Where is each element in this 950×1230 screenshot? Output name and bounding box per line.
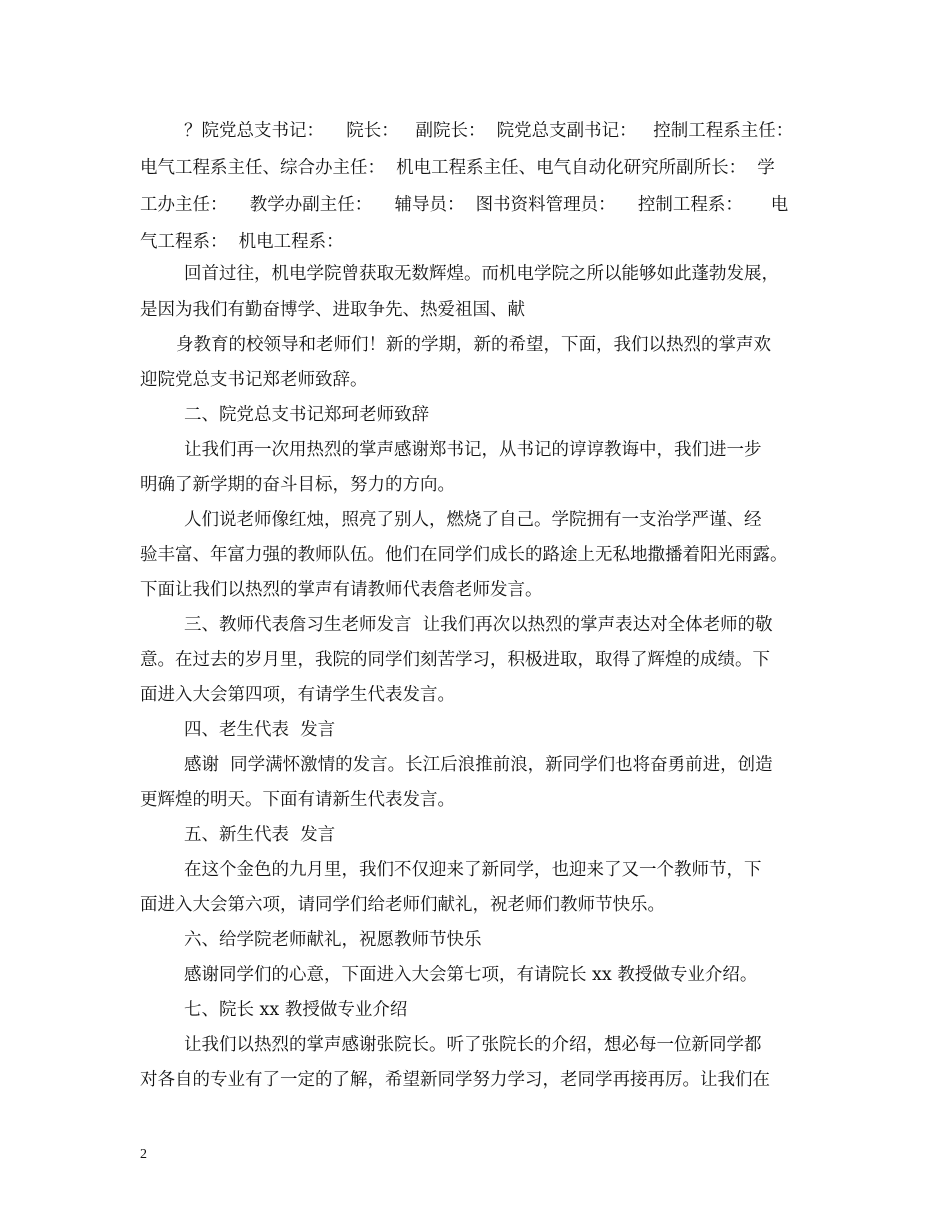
text-line: 回首过往，机电学院曾获取无数辉煌。而机电学院之所以能够如此蓬勃发展， [184,264,779,284]
page-number: 2 [140,1147,147,1162]
text-line: 人们说老师像红烛，照亮了别人，燃烧了自己。学院拥有一支治学严谨、经 [184,510,762,530]
text-line: 让我们再一次用热烈的掌声感谢郑书记，从书记的谆谆教诲中，我们进一步 [184,440,762,460]
text-line: 感谢 同学满怀激情的发言。长江后浪推前浪，新同学们也将奋勇前进，创造 [184,755,773,775]
section-heading: 七、院长 xx 教授做专业介绍 [184,1000,408,1020]
text-line: 气工程系： 机电工程系： [140,232,344,252]
section-heading: 六、给学院老师献礼，祝愿教师节快乐 [184,930,482,950]
text-line: 对各自的专业有了一定的了解，希望新同学努力学习，老同学再接再厉。让我们在 [140,1070,770,1090]
text-line: 在这个金色的九月里，我们不仅迎来了新同学，也迎来了又一个教师节，下 [184,860,762,880]
text-line: 面进入大会第六项，请同学们给老师们献礼，祝老师们教师节快乐。 [140,895,665,915]
text-line: 迎院党总支书记郑老师致辞。 [140,370,368,390]
text-line: 是因为我们有勤奋博学、进取争先、热爱祖国、献 [140,300,525,320]
text-line: 验丰富、年富力强的教师队伍。他们在同学们成长的路途上无私地撒播着阳光雨露。 [140,545,788,565]
section-heading: 五、新生代表 发言 [184,825,336,845]
text-line: 工办主任： 教学办副主任： 辅导员： 图书资料管理员： 控制工程系： 电 [140,195,789,215]
text-line: 更辉煌的明天。下面有请新生代表发言。 [140,790,455,810]
section-heading: 四、老生代表 发言 [184,720,336,740]
text-line: 让我们以热烈的掌声感谢张院长。听了张院长的介绍，想必每一位新同学都 [184,1035,762,1055]
text-line: 意。在过去的岁月里，我院的同学们刻苦学习，积极进取，取得了辉煌的成绩。下 [140,650,770,670]
section-heading: 二、院党总支书记郑珂老师致辞 [184,405,429,425]
text-line: 感谢同学们的心意，下面进入大会第七项，有请院长 xx 教授做专业介绍。 [184,965,758,985]
text-line: 面进入大会第四项，有请学生代表发言。 [140,685,455,705]
section-heading: 三、教师代表詹习生老师发言 让我们再次以热烈的掌声表达对全体老师的敬 [184,615,773,635]
text-line: 身教育的校领导和老师们！新的学期，新的希望，下面，我们以热烈的掌声欢 [176,335,771,355]
text-line: 下面让我们以热烈的掌声有请教师代表詹老师发言。 [140,580,543,600]
text-line: 明确了新学期的奋斗目标，努力的方向。 [140,475,455,495]
text-line: 电气工程系主任、综合办主任： 机电工程系主任、电气自动化研究所副所长： 学 [140,158,775,178]
text-line: ？院党总支书记： 院长： 副院长： 院党总支副书记： 控制工程系主任： [184,121,794,141]
